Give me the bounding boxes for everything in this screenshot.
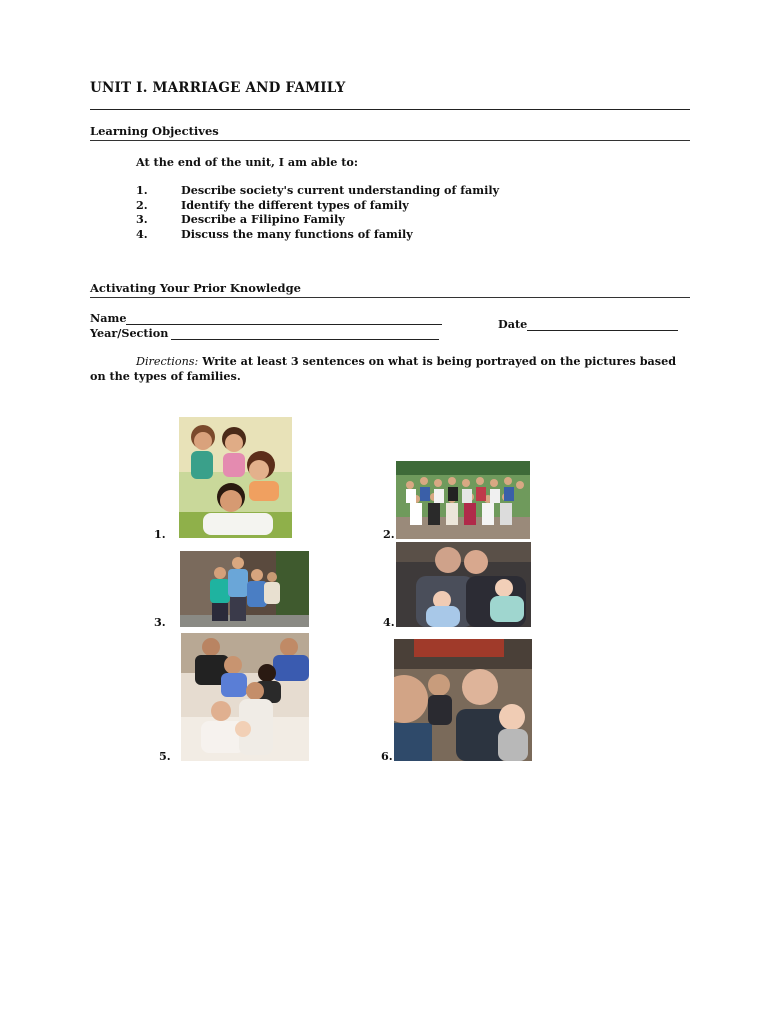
picture-number-6: 6. [381,749,393,763]
year-section-label: Year/Section [90,326,169,340]
directions-text: Write at least 3 sentences on what is being portrayed on the pictures based on the types of families. [90,354,677,383]
objective-number: 3. [136,212,148,226]
picture-number-2: 2. [383,527,395,541]
date-field[interactable] [527,330,678,331]
objective-number: 4. [136,226,148,241]
picture-number-4: 4. [383,615,395,629]
family-photo-5 [181,633,309,761]
date-label: Date [498,317,528,331]
year-section-field[interactable] [171,339,439,340]
family-photo-3 [180,551,309,627]
family-photo-4 [396,542,531,627]
name-field[interactable] [126,324,442,325]
unit-title: UNIT I. MARRIAGE AND FAMILY [90,80,346,96]
family-photo-2 [396,461,530,539]
objective-text: Describe society's current understanding of family [181,183,500,197]
name-label: Name [90,311,127,325]
objective-text: Discuss the many functions of family [181,226,413,241]
objective-number: 2. [136,197,148,212]
objective-item [136,198,499,213]
directions-label: Directions: [136,355,199,368]
objective-item [136,183,499,198]
picture-number-1: 1. [154,527,166,541]
objective-item [136,212,499,227]
learning-objectives-heading: Learning Objectives [90,124,219,138]
prior-knowledge-divider [90,297,690,298]
directions [90,354,680,384]
picture-number-5: 5. [159,749,171,763]
picture-number-3: 3. [154,615,166,629]
objectives-list [136,183,499,241]
family-photo-1 [179,417,292,538]
learning-objectives-divider [90,140,690,141]
family-photo-6 [394,639,532,761]
objective-number: 1. [136,183,148,197]
objective-text: Describe a Filipino Family [181,212,345,226]
objective-item [136,227,499,242]
objectives-intro: At the end of the unit, I am able to: [136,155,358,169]
prior-knowledge-heading: Activating Your Prior Knowledge [90,281,301,295]
title-divider [90,109,690,110]
objective-text: Identify the different types of family [181,197,409,212]
